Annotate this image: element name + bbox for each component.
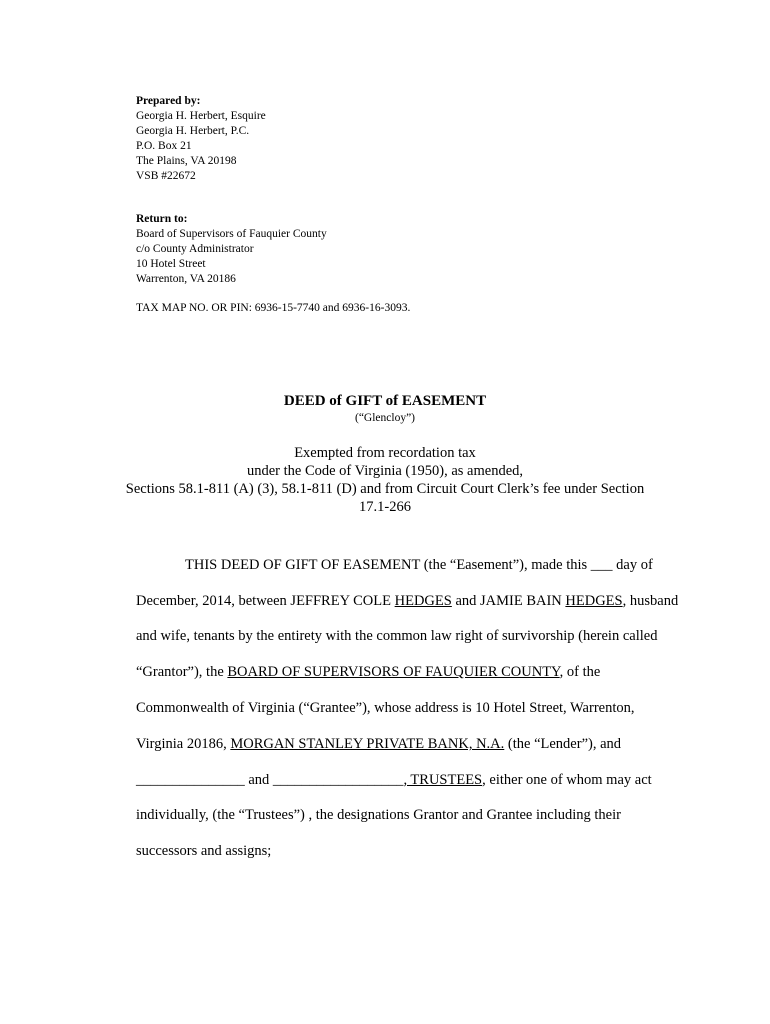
body-text: and JAMIE BAIN <box>451 593 566 609</box>
grantor-surname: HEDGES <box>394 593 452 609</box>
body-paragraph-line <box>136 664 600 681</box>
prepared-by-line: The Plains, VA 20198 <box>136 155 237 167</box>
prepared-by-heading: Prepared by: <box>136 95 201 107</box>
trustees-label: , TRUSTEES <box>403 772 483 788</box>
exemption-line: Exempted from recordation tax <box>294 445 476 461</box>
deed-title: DEED of GIFT of EASEMENT <box>283 393 487 409</box>
grantee-name: BOARD OF SUPERVISORS OF FAUQUIER COUNTY <box>227 664 560 680</box>
body-text: , husband <box>622 593 679 609</box>
exemption-notice <box>0 444 770 516</box>
body-paragraph-line: individually, (the “Trustees”) , the designations Grantor and Grantee including their <box>136 807 621 823</box>
grantor-surname: HEDGES <box>565 593 623 609</box>
body-paragraph-line: Commonwealth of Virginia (“Grantee”), whose address is 10 Hotel Street, Warrenton, <box>136 700 635 716</box>
body-text: , of the <box>559 664 601 680</box>
tax-map-line: TAX MAP NO. OR PIN: 6936-15-7740 and 6936-16-3093. <box>136 302 411 314</box>
exemption-line: 17.1-266 <box>359 499 411 515</box>
lender-name: MORGAN STANLEY PRIVATE BANK, N.A. <box>230 736 505 752</box>
prepared-by-line: P.O. Box 21 <box>136 140 192 152</box>
exemption-line: Sections 58.1-811 (A) (3), 58.1-811 (D) and from Circuit Court Clerk’s fee under Section <box>125 481 645 497</box>
body-text: Virginia 20186, <box>136 736 231 752</box>
body-paragraph-line: THIS DEED OF GIFT OF EASEMENT (the “Easement”), made this ___ day of <box>185 557 653 573</box>
prepared-by-block <box>136 94 266 184</box>
body-paragraph-line <box>136 736 621 753</box>
body-text: (the “Lender”), and <box>504 736 622 752</box>
body-paragraph-line <box>136 772 652 789</box>
return-to-line: 10 Hotel Street <box>136 258 206 270</box>
return-to-line: c/o County Administrator <box>136 243 254 255</box>
body-text: , either one of whom may act <box>482 772 652 788</box>
return-to-line: Board of Supervisors of Fauquier County <box>136 228 327 240</box>
body-text: “Grantor”), the <box>136 664 228 680</box>
return-to-heading: Return to: <box>136 213 188 225</box>
body-paragraph-line <box>136 593 678 610</box>
deed-subtitle: (“Glencloy”) <box>354 412 416 424</box>
exemption-line: under the Code of Virginia (1950), as amended, <box>246 463 524 479</box>
prepared-by-line: Georgia H. Herbert, Esquire <box>136 110 266 122</box>
return-to-line: Warrenton, VA 20186 <box>136 273 236 285</box>
prepared-by-line: Georgia H. Herbert, P.C. <box>136 125 250 137</box>
body-paragraph-line: successors and assigns; <box>136 843 272 859</box>
trustee-blanks: _______________ and __________________ <box>136 772 404 788</box>
return-to-block <box>136 212 327 287</box>
prepared-by-line: VSB #22672 <box>136 170 196 182</box>
body-paragraph-line: and wife, tenants by the entirety with the common law right of survivorship (herein called <box>136 628 658 644</box>
body-text: December, 2014, between JEFFREY COLE <box>136 593 395 609</box>
